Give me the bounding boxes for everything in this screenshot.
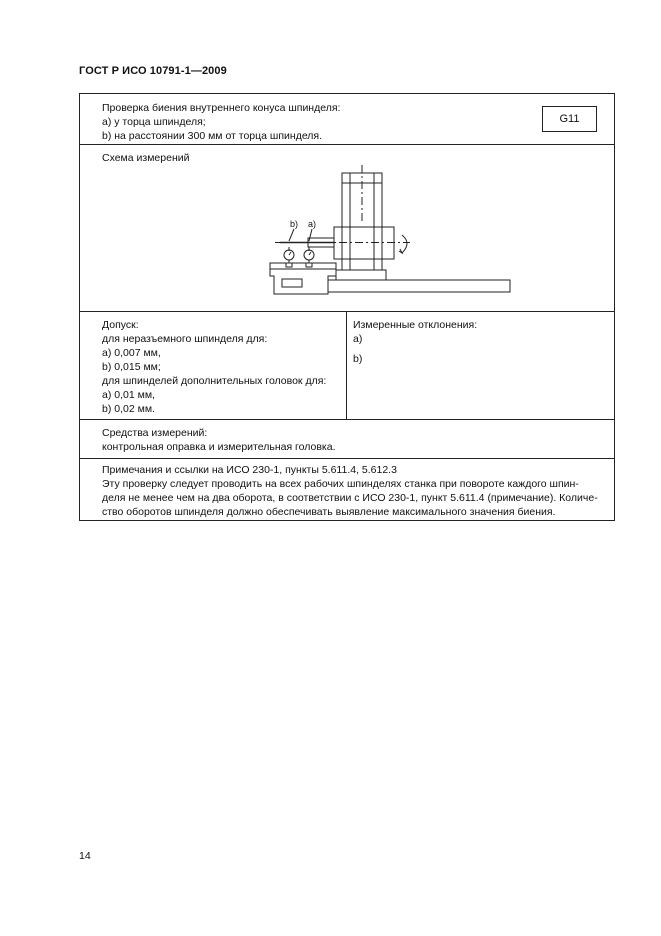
- measured-b: b): [353, 353, 363, 365]
- tolerance-line: a) 0,01 мм,: [102, 389, 155, 401]
- notes-heading: Примечания и ссылки на ИСО 230-1, пункты 5.611.4, 5.612.3: [102, 464, 397, 476]
- test-code-box: G11: [542, 106, 597, 132]
- tolerance-measured-row: [80, 311, 614, 419]
- tolerance-line: для шпинделей дополнительных головок для:: [102, 375, 327, 387]
- notes-line: Эту проверку следует проводить на всех рабочих шпинделях станка при повороте каждого шпин-: [102, 478, 579, 490]
- notes-line: деля не менее чем на два оборота, в соответствии с ИСО 230-1, пункт 5.611.4 (примечание). Количе-: [102, 492, 598, 504]
- rotation-arrow: [402, 235, 407, 253]
- check-title-line: a) у торца шпинделя;: [102, 116, 206, 128]
- label-b: b): [290, 219, 299, 229]
- label-a: a): [308, 219, 317, 229]
- tolerance-line: a) 0,007 мм,: [102, 347, 161, 359]
- check-title-row: [80, 94, 614, 144]
- notes-line: ство оборотов шпинделя должно обеспечивать выявление максимального значения биения.: [102, 506, 556, 518]
- measured-heading: Измеренные отклонения:: [353, 319, 478, 331]
- measured-a: a): [353, 333, 363, 345]
- notes-row: [80, 458, 614, 520]
- instruments-row: [80, 419, 614, 458]
- machine-table: [270, 263, 336, 294]
- check-sheet-table: [79, 93, 615, 521]
- check-title-line: b) на расстоянии 300 мм от торца шпинделя.: [102, 130, 323, 142]
- tolerance-cell: [80, 312, 347, 419]
- tolerance-line: b) 0,015 мм;: [102, 361, 161, 373]
- scheme-heading: Схема измерений: [102, 152, 190, 164]
- measurement-scheme-diagram: [250, 163, 520, 303]
- instruments-text: контрольная оправка и измерительная головка.: [102, 441, 336, 453]
- tolerance-line: b) 0,02 мм.: [102, 403, 155, 415]
- instruments-heading: Средства измерений:: [102, 427, 208, 439]
- measured-deviations-cell: [347, 312, 614, 419]
- tolerance-line: для неразъемного шпинделя для:: [102, 333, 268, 345]
- dial-indicator-a: [304, 247, 314, 267]
- tolerance-line: Допуск:: [102, 319, 139, 331]
- machine-bed: [328, 280, 510, 292]
- document-header: ГОСТ Р ИСО 10791-1—2009: [79, 65, 227, 77]
- page-number: 14: [79, 850, 91, 862]
- measurement-scheme-row: [80, 144, 614, 311]
- check-title-line: Проверка биения внутреннего конуса шпинделя:: [102, 102, 341, 114]
- dial-indicator-b: [284, 247, 294, 267]
